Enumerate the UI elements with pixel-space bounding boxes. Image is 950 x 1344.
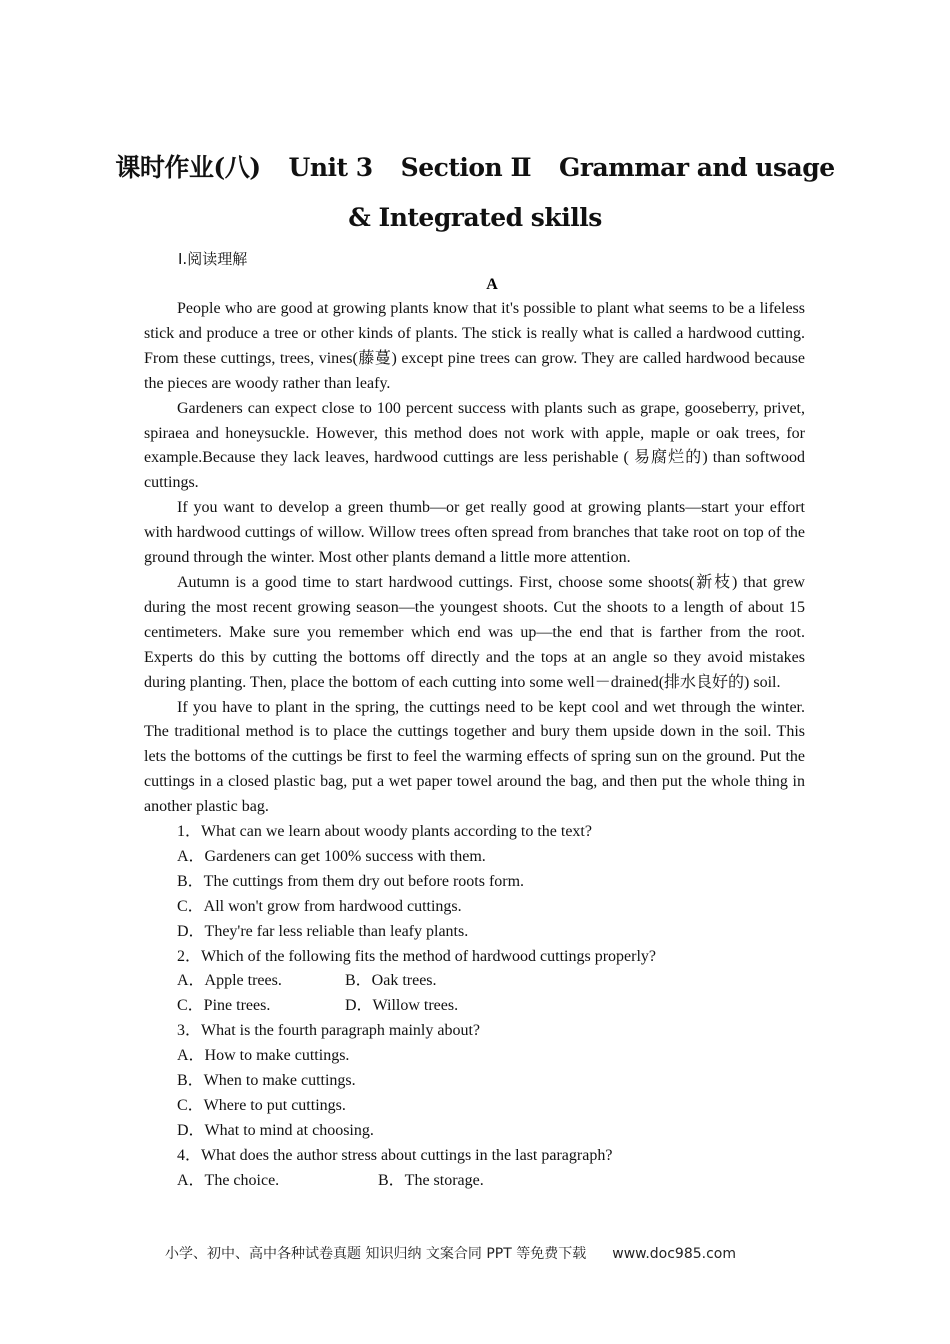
passage-paragraph: Gardeners can expect close to 100 percent success with plants such as grape, gooseberry, privet, spiraea and honeysuckle. However, this method does not work with apple, maple or oak trees, for example.Because they lack leaves, hardwood cuttings are less perishable ( 易腐烂的) than softwood cuttings. [144,399,805,492]
question-option: A．How to make cuttings. [177,1047,350,1065]
title-homework-number: 课时作业(八) [115,153,261,182]
passage-letter: A [486,276,498,293]
question-option: D．What to mind at choosing. [177,1121,374,1139]
document-title-line2: & Integrated skills [348,203,602,232]
option-row [144,994,805,1019]
title-topic: Grammar and usage [559,153,835,182]
question-stem: 2．Which of the following fits the method of hardwood cuttings properly? [177,947,657,965]
question-stem: 3．What is the fourth paragraph mainly about? [177,1022,481,1040]
passage-body [144,297,805,1194]
question-option: B．The storage. [378,1171,484,1189]
document-title [0,148,950,188]
option-row [144,1169,805,1194]
question-option: D．Willow trees. [345,997,459,1015]
title-section: Section Ⅱ [400,153,532,182]
title-unit: Unit 3 [288,153,373,182]
passage-paragraph: Autumn is a good time to start hardwood cuttings. First, choose some shoots(新枝) that grew during the most recent growing season—the youngest shoots. Cut the shoots to a length of about 15 centimeters. Make sure you remember which end was up—the end that is farther from the root. Experts do this by cutting the bottoms off directly and the tops at an angle so they avoid mistakes during planting. Then, place the bottom of each cutting into some well－drained(排水良好的) soil. [144,573,805,691]
passage-paragraph: If you want to develop a green thumb—or get really good at growing plants—start your effort with hardwood cuttings of willow. Willow trees often spread from branches that take root on top of the ground through the winter. Most other plants demand a little more attention. [144,499,805,567]
question-option: A．Apple trees. [177,972,282,990]
question-list [144,820,805,1194]
question-option: C．Pine trees. [177,997,271,1015]
question-option: B．Oak trees. [345,972,437,990]
question-option: A．Gardeners can get 100% success with them. [177,847,486,865]
section-label-reading: Ⅰ.阅读理解 [178,250,248,268]
option-row [144,969,805,994]
passage-paragraph: People who are good at growing plants know that it's possible to plant what seems to be a lifeless stick and produce a tree or other kinds of plants. The stick is really what is called a hardwood cutting. From these cuttings, trees, vines(藤蔓) except pine trees can grow. They are called hardwood because the pieces are woody rather than leafy. [144,300,805,392]
question-stem: 1．What can we learn about woody plants according to the text? [177,823,592,841]
footer-text: 小学、初中、高中各种试卷真题 知识归纳 文案合同 PPT 等免费下载 [165,1246,587,1262]
page-footer [165,1242,805,1266]
question-option: B．When to make cuttings. [177,1072,356,1090]
question-option: B．The cuttings from them dry out before roots form. [177,872,525,890]
question-option: A．The choice. [177,1171,280,1189]
question-option: C．All won't grow from hardwood cuttings. [177,897,462,915]
question-option: D．They're far less reliable than leafy plants. [177,922,469,940]
passage-paragraph: If you have to plant in the spring, the cuttings need to be kept cool and wet through the winter. The traditional method is to place the cuttings together and bury them upside down in the soil. This lets the bottoms of the cuttings be first to feel the warming effects of spring sun on the ground. Put the cuttings in a closed plastic bag, put a wet paper towel around the bag, and then put the whole thing in another plastic bag. [144,698,805,816]
question-stem: 4．What does the author stress about cuttings in the last paragraph? [177,1146,613,1164]
footer-url[interactable]: www.doc985.com [612,1246,736,1262]
question-option: C．Where to put cuttings. [177,1097,346,1114]
